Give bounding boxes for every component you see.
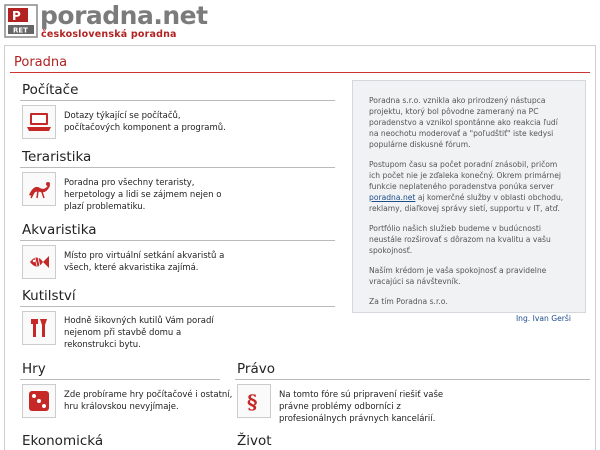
svg-text:P: P bbox=[12, 9, 21, 23]
signature: Ing. Ivan Gerši bbox=[515, 314, 571, 323]
desc-line: Místo pro virtuální setkání akvaristů a bbox=[64, 251, 225, 261]
about-line: Portfólio našich služieb budeme v budúcnosti bbox=[369, 224, 541, 233]
lizard-icon[interactable] bbox=[22, 172, 56, 206]
desc-line: hru královskou nevyjímaje. bbox=[64, 402, 179, 412]
about-line: funkcie neplatenéhо poradenstva ponúka server bbox=[369, 182, 554, 191]
category-title-zivot[interactable]: Život bbox=[237, 433, 272, 449]
about-line: populárne diskusné fórum. bbox=[369, 140, 471, 149]
about-line: Postupom času sa počet poradní znásobil, pričom bbox=[369, 160, 558, 169]
about-line: vracajúci sa návštevník. bbox=[369, 277, 461, 286]
section-divider bbox=[10, 72, 590, 73]
category-title-kutilstvi[interactable]: Kutilství bbox=[22, 288, 76, 304]
about-box bbox=[352, 80, 586, 323]
category-desc-pravo bbox=[279, 389, 443, 425]
category-title-teraristika[interactable]: Teraristika bbox=[22, 149, 92, 165]
about-line: aj komerčné služby v oblasti obchodu, bbox=[415, 193, 564, 202]
dice-icon[interactable] bbox=[22, 384, 56, 418]
category-desc-hry bbox=[64, 389, 232, 413]
desc-line: herpetology a lidi se zájmem nejen o bbox=[64, 190, 222, 200]
about-line: Poradna s.r.o. vznikla ako prirodzený nástupca bbox=[369, 96, 546, 105]
about-paragraph-1 bbox=[369, 95, 571, 150]
desc-line: Zde probírame hry počítačové i ostatní, bbox=[64, 390, 233, 400]
desc-line: plazí problematiku. bbox=[64, 202, 146, 212]
poradna-link[interactable]: poradna.net bbox=[369, 193, 416, 202]
category-title-pocitace[interactable]: Počítače bbox=[22, 82, 79, 98]
category-desc-teraristika bbox=[64, 177, 221, 213]
desc-line: Dotazy týkající se počítačů, bbox=[64, 111, 181, 121]
paragraph-icon[interactable] bbox=[237, 384, 271, 418]
about-paragraph-2 bbox=[369, 159, 571, 214]
about-line: ich počet nie je zďaleka konečný. Okrem primárnej bbox=[369, 171, 561, 180]
desc-line: rekonstrukci bytu. bbox=[64, 340, 141, 350]
about-line: na neochotu moderovať a "poľudštiť" iste kedysi bbox=[369, 129, 554, 138]
site-name[interactable]: poradna.net bbox=[40, 1, 208, 30]
about-line: poradenstvo a vznikol spontánne ako reakcia ľudí bbox=[369, 118, 558, 127]
category-desc-pocitace bbox=[64, 110, 226, 134]
site-header bbox=[0, 0, 600, 42]
desc-line: profesionálnych právnych kancelárií. bbox=[279, 414, 436, 424]
about-line: spokojnosť. bbox=[369, 246, 413, 255]
desc-line: Poradna pro všechny teraristy, bbox=[64, 178, 195, 188]
category-title-pravo[interactable]: Právo bbox=[237, 361, 275, 377]
desc-line: právne problémy odborníci z bbox=[279, 402, 401, 412]
svg-text:§: § bbox=[247, 390, 258, 413]
about-paragraph-3 bbox=[369, 223, 571, 256]
category-title-hry[interactable]: Hry bbox=[22, 361, 46, 377]
category-divider bbox=[20, 240, 335, 241]
about-paragraph-5: Za tím Poradna s.r.o. bbox=[369, 297, 448, 306]
fish-icon[interactable] bbox=[22, 245, 56, 279]
category-title-ekonomicka[interactable]: Ekonomická bbox=[22, 433, 104, 449]
desc-line: počítačových komponent a programů. bbox=[64, 123, 226, 133]
category-title-akvaristika[interactable]: Akvaristika bbox=[22, 222, 97, 238]
category-divider bbox=[20, 379, 220, 380]
category-desc-kutilstvi bbox=[64, 315, 214, 351]
about-paragraph-4 bbox=[369, 265, 571, 287]
desc-line: nejenom při stavbě domu a bbox=[64, 328, 182, 338]
desc-line: Na tomto fóre sú pripravení riešiť vaše bbox=[279, 390, 444, 400]
category-divider bbox=[20, 306, 335, 307]
section-title[interactable]: Poradna bbox=[14, 55, 68, 70]
svg-text:RET: RET bbox=[13, 26, 28, 35]
about-line: reklamy, diaľkovej správy sietí, supportu v IT, atď. bbox=[369, 204, 560, 213]
category-divider bbox=[235, 379, 590, 380]
about-line: projektu, ktorý bol pôvodne zameraný na PC bbox=[369, 107, 539, 116]
about-line: Naším krédom je vaša spokojnosť a pravidelne bbox=[369, 266, 547, 275]
desc-line: všech, které akvaristika zajímá. bbox=[64, 263, 199, 273]
tools-icon[interactable] bbox=[22, 311, 56, 345]
category-divider bbox=[20, 167, 335, 168]
about-line: neustále rozširovať s dôrazom na kvalitu a vašu bbox=[369, 235, 551, 244]
category-desc-akvaristika bbox=[64, 250, 224, 274]
desc-line: Hodně šikovných kutilů Vám poradí bbox=[64, 316, 214, 326]
logo-icon[interactable] bbox=[4, 4, 38, 38]
category-divider bbox=[20, 100, 335, 101]
site-tagline: československá poradna bbox=[41, 29, 177, 40]
laptop-icon[interactable] bbox=[22, 105, 56, 139]
